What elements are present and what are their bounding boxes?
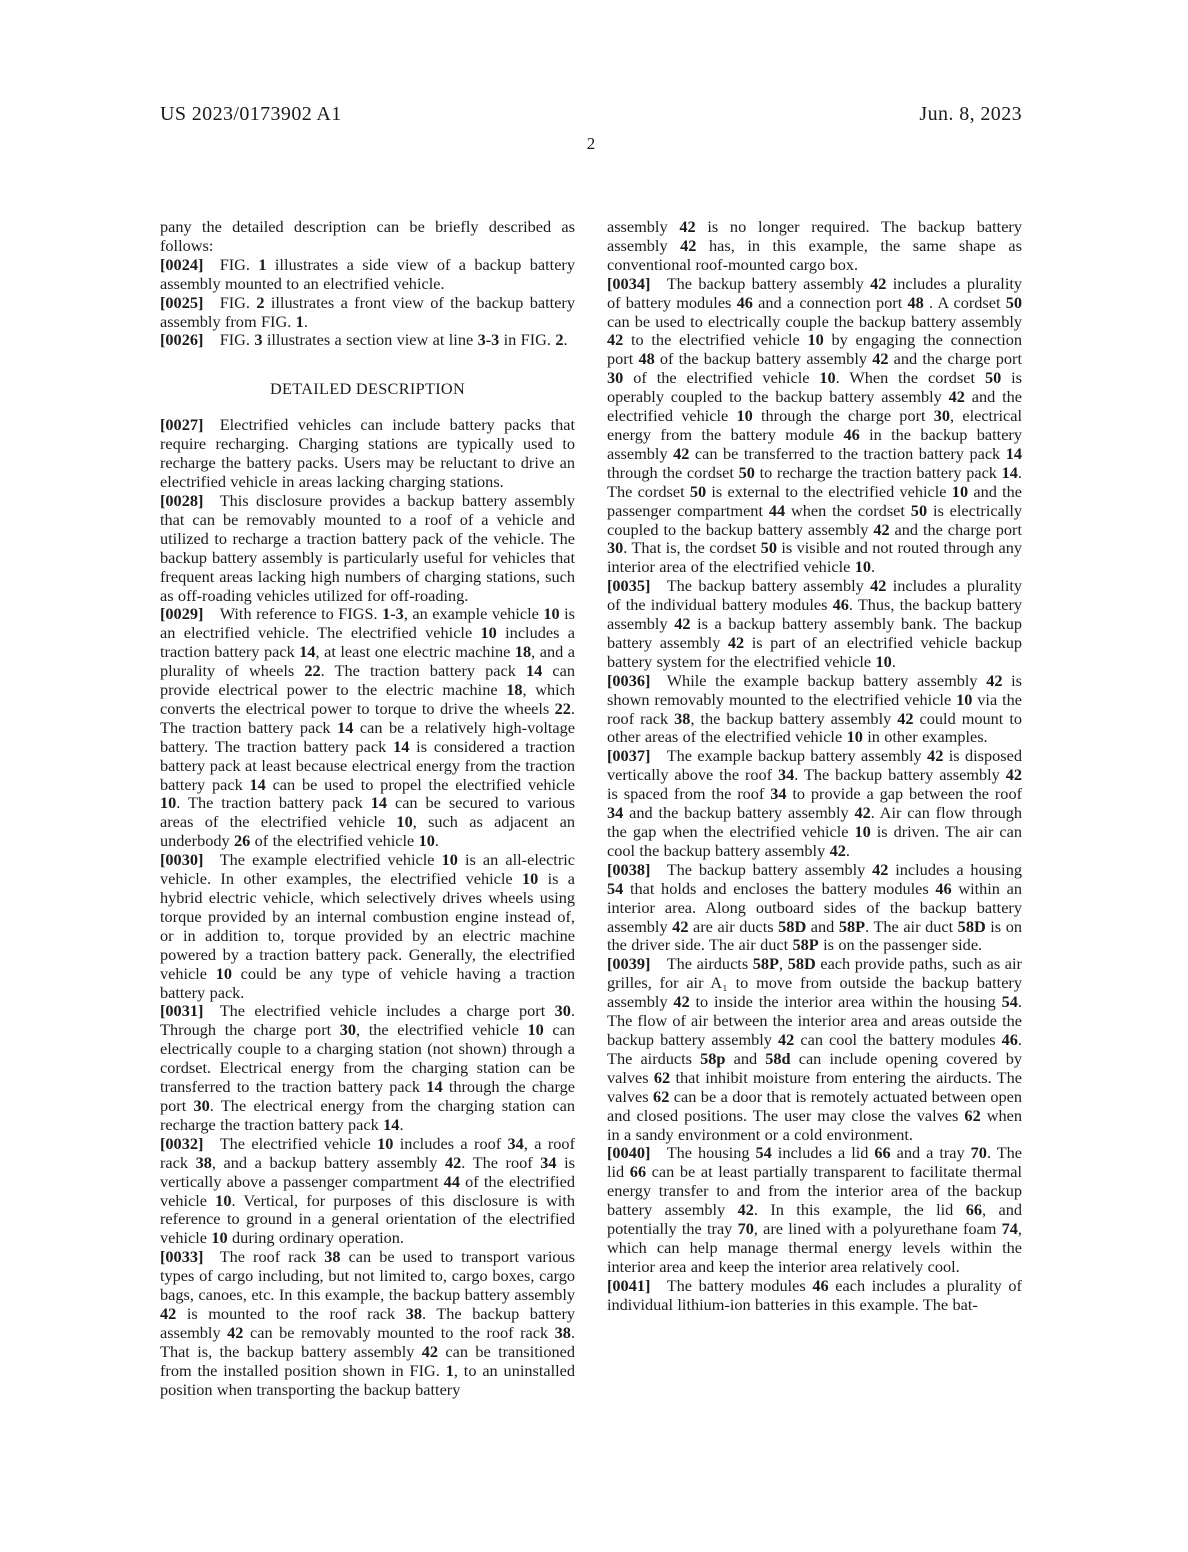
page-number: 2 xyxy=(586,134,596,153)
publication-date: Jun. 8, 2023 xyxy=(919,103,1022,125)
patent-publication-number: US 2023/0173902 A1 xyxy=(160,103,342,125)
paragraph: [0036] While the example backup battery assembly 42 is shown removably mounted to the electrified vehicle 10 via the roof rack 38, the backup battery assembly 42 could mount to other areas of the electrified vehicle 10 in other examples. xyxy=(607,670,1022,747)
page-header xyxy=(160,103,1022,126)
paragraph: [0032] The electrified vehicle 10 includes a roof 34, a roof rack 38, and a backup battery assembly 42. The roof 34 is vertically above a passenger compartment 44 of the electrified vehicle 10. Vertical, for purposes of this disclosure is with reference to ground in a general orientation of the electrified vehicle 10 during ordinary operation. xyxy=(160,1133,575,1248)
paragraph: [0029] With reference to FIGS. 1-3, an example vehicle 10 is an electrified vehicle. The electrified vehicle 10 includes a traction battery pack 14, at least one electric machine 18, and a plurality of wheels 22. The traction battery pack 14 can provide electrical power to the electric machine 18, which converts the electrical power to torque to drive the wheels 22. The traction battery pack 14 can be a relatively high-voltage battery. The traction battery pack 14 is considered a traction battery pack at least because electrical energy from the traction battery pack 14 can be used to propel the electrified vehicle 10. The traction battery pack 14 can be secured to various areas of the electrified vehicle 10, such as adjacent an underbody 26 of the electrified vehicle 10. xyxy=(160,604,576,851)
paragraph: [0040] The housing 54 includes a lid 66 and a tray 70. The lid 66 can be at least partially transparent to facilitate thermal energy transfer to and from the interior area of the backup battery assembly 42. In this example, the lid 66, and potentially the tray 70, are lined with a polyurethane foam 74, which can help manage thermal energy levels within the interior area and keep the interior area relatively cool. xyxy=(607,1143,1023,1276)
paragraph: [0038] The backup battery assembly 42 includes a housing 54 that holds and encloses the battery modules 46 within an interior area. Along outboard sides of the backup battery assembly 42 are air ducts 58D and 58P. The air duct 58D is on the driver side. The air duct 58P is on the passenger side. xyxy=(607,859,1022,955)
paragraph: [0041] The battery modules 46 each includes a plurality of individual lithium-ion batteries in this example. The bat- xyxy=(607,1275,1022,1314)
paragraph: pany the detailed description can be briefly described as follows: xyxy=(160,217,575,255)
paragraph: [0027] Electrified vehicles can include battery packs that require recharging. Charging stations are typically used to recharge the battery packs. Users may be reluctant to drive an electrified vehicle in areas lacking charging stations. xyxy=(160,415,575,492)
paragraph: [0033] The roof rack 38 can be used to transport various types of cargo including, but not limited to, cargo boxes, cargo bags, canoes, etc. In this example, the backup battery assembly 42 is mounted to the roof rack 38. The backup battery assembly 42 can be removably mounted to the roof rack 38. That is, the backup battery assembly 42 can be transitioned from the installed position shown in FIG. 1, to an uninstalled position when transporting the backup battery xyxy=(160,1247,576,1399)
paragraph: [0026] FIG. 3 illustrates a section view at line 3-3 in FIG. 2. xyxy=(160,330,568,350)
paragraph: [0037] The example backup battery assembly 42 is disposed vertically above the roof 34. The backup battery assembly 42 is spaced from the roof 34 to provide a gap between the roof 34 and the backup battery assembly 42. Air can flow through the gap when the electrified vehicle 10 is driven. The air can cool the backup battery assembly 42. xyxy=(607,746,1023,860)
paragraph: [0025] FIG. 2 illustrates a front view of the backup battery assembly from FIG. 1. xyxy=(160,292,575,331)
paragraph: assembly 42 is no longer required. The backup battery assembly 42 has, in this example, the same shape as conventional roof-mounted cargo box. xyxy=(607,217,1022,274)
paragraph: [0034] The backup battery assembly 42 includes a plurality of battery modules 46 and a connection port 48 . A cordset 50 can be used to electrically couple the backup battery assembly 42 to the electrified vehicle 10 by engaging the connection port 48 of the backup battery assembly 42 and the charge port 30 of the electrified vehicle 10. When the cordset 50 is operably coupled to the backup battery assembly 42 and the electrified vehicle 10 through the charge port 30, electrical energy from the battery module 46 in the backup battery assembly 42 can be transferred to the traction battery pack 14 through the cordset 50 to recharge the traction battery pack 14. The cordset 50 is external to the electrified vehicle 10 and the passenger compartment 44 when the cordset 50 is electrically coupled to the backup battery assembly 42 and the charge port 30. That is, the cordset 50 is visible and not routed through any interior area of the electrified vehicle 10. xyxy=(607,273,1023,577)
paragraph: [0035] The backup battery assembly 42 includes a plurality of the individual battery modules 46. Thus, the backup battery assembly 42 is a backup battery assembly bank. The backup battery assembly 42 is part of an electrified vehicle backup battery system for the electrified vehicle 10. xyxy=(607,576,1023,671)
paragraph: [0028] This disclosure provides a backup battery assembly that can be removably mounted to a roof of a vehicle and utilized to recharge a traction battery pack of the vehicle. The backup battery assembly is particularly useful for vehicles that frequent areas lacking high numbers of charging stations, such as off-roading vehicles utilized for off-roading. xyxy=(160,490,575,605)
paragraph: [0024] FIG. 1 illustrates a side view of a backup battery assembly mounted to an electrified vehicle. xyxy=(160,254,575,293)
section-heading: DETAILED DESCRIPTION xyxy=(269,379,466,399)
text-columns xyxy=(160,218,1022,1399)
paragraph: [0031] The electrified vehicle includes a charge port 30. Through the charge port 30, the electrified vehicle 10 can electrically couple to a charging station (not shown) through a cordset. Electrical energy from the charging station can be transferred to the traction battery pack 14 through the charge port 30. The electrical energy from the charging station can recharge the traction battery pack 14. xyxy=(160,1001,575,1134)
left-column xyxy=(160,218,575,1399)
paragraph: [0039] The airducts 58P, 58D each provide paths, such as air grilles, for air A₁ to move from outside the backup battery assembly 42 to inside the interior area within the housing 54. The flow of air between the interior area and areas outside the backup battery assembly 42 can cool the battery modules 46. The airducts 58p and 58d can include opening covered by valves 62 that inhibit moisture from entering the airducts. The valves 62 can be a door that is remotely actuated between open and closed positions. The user may close the valves 62 when in a sandy environment or a cold environment. xyxy=(607,954,1023,1144)
right-column xyxy=(607,218,1022,1399)
paragraph: [0030] The example electrified vehicle 10 is an all-electric vehicle. In other examples, the electrified vehicle 10 is a hybrid electric vehicle, which selectively drives wheels using torque provided by an internal combustion engine instead of, or in addition to, torque provided by an electric machine powered by a traction battery pack. Generally, the electrified vehicle 10 could be any type of vehicle having a traction battery pack. xyxy=(160,850,576,1002)
